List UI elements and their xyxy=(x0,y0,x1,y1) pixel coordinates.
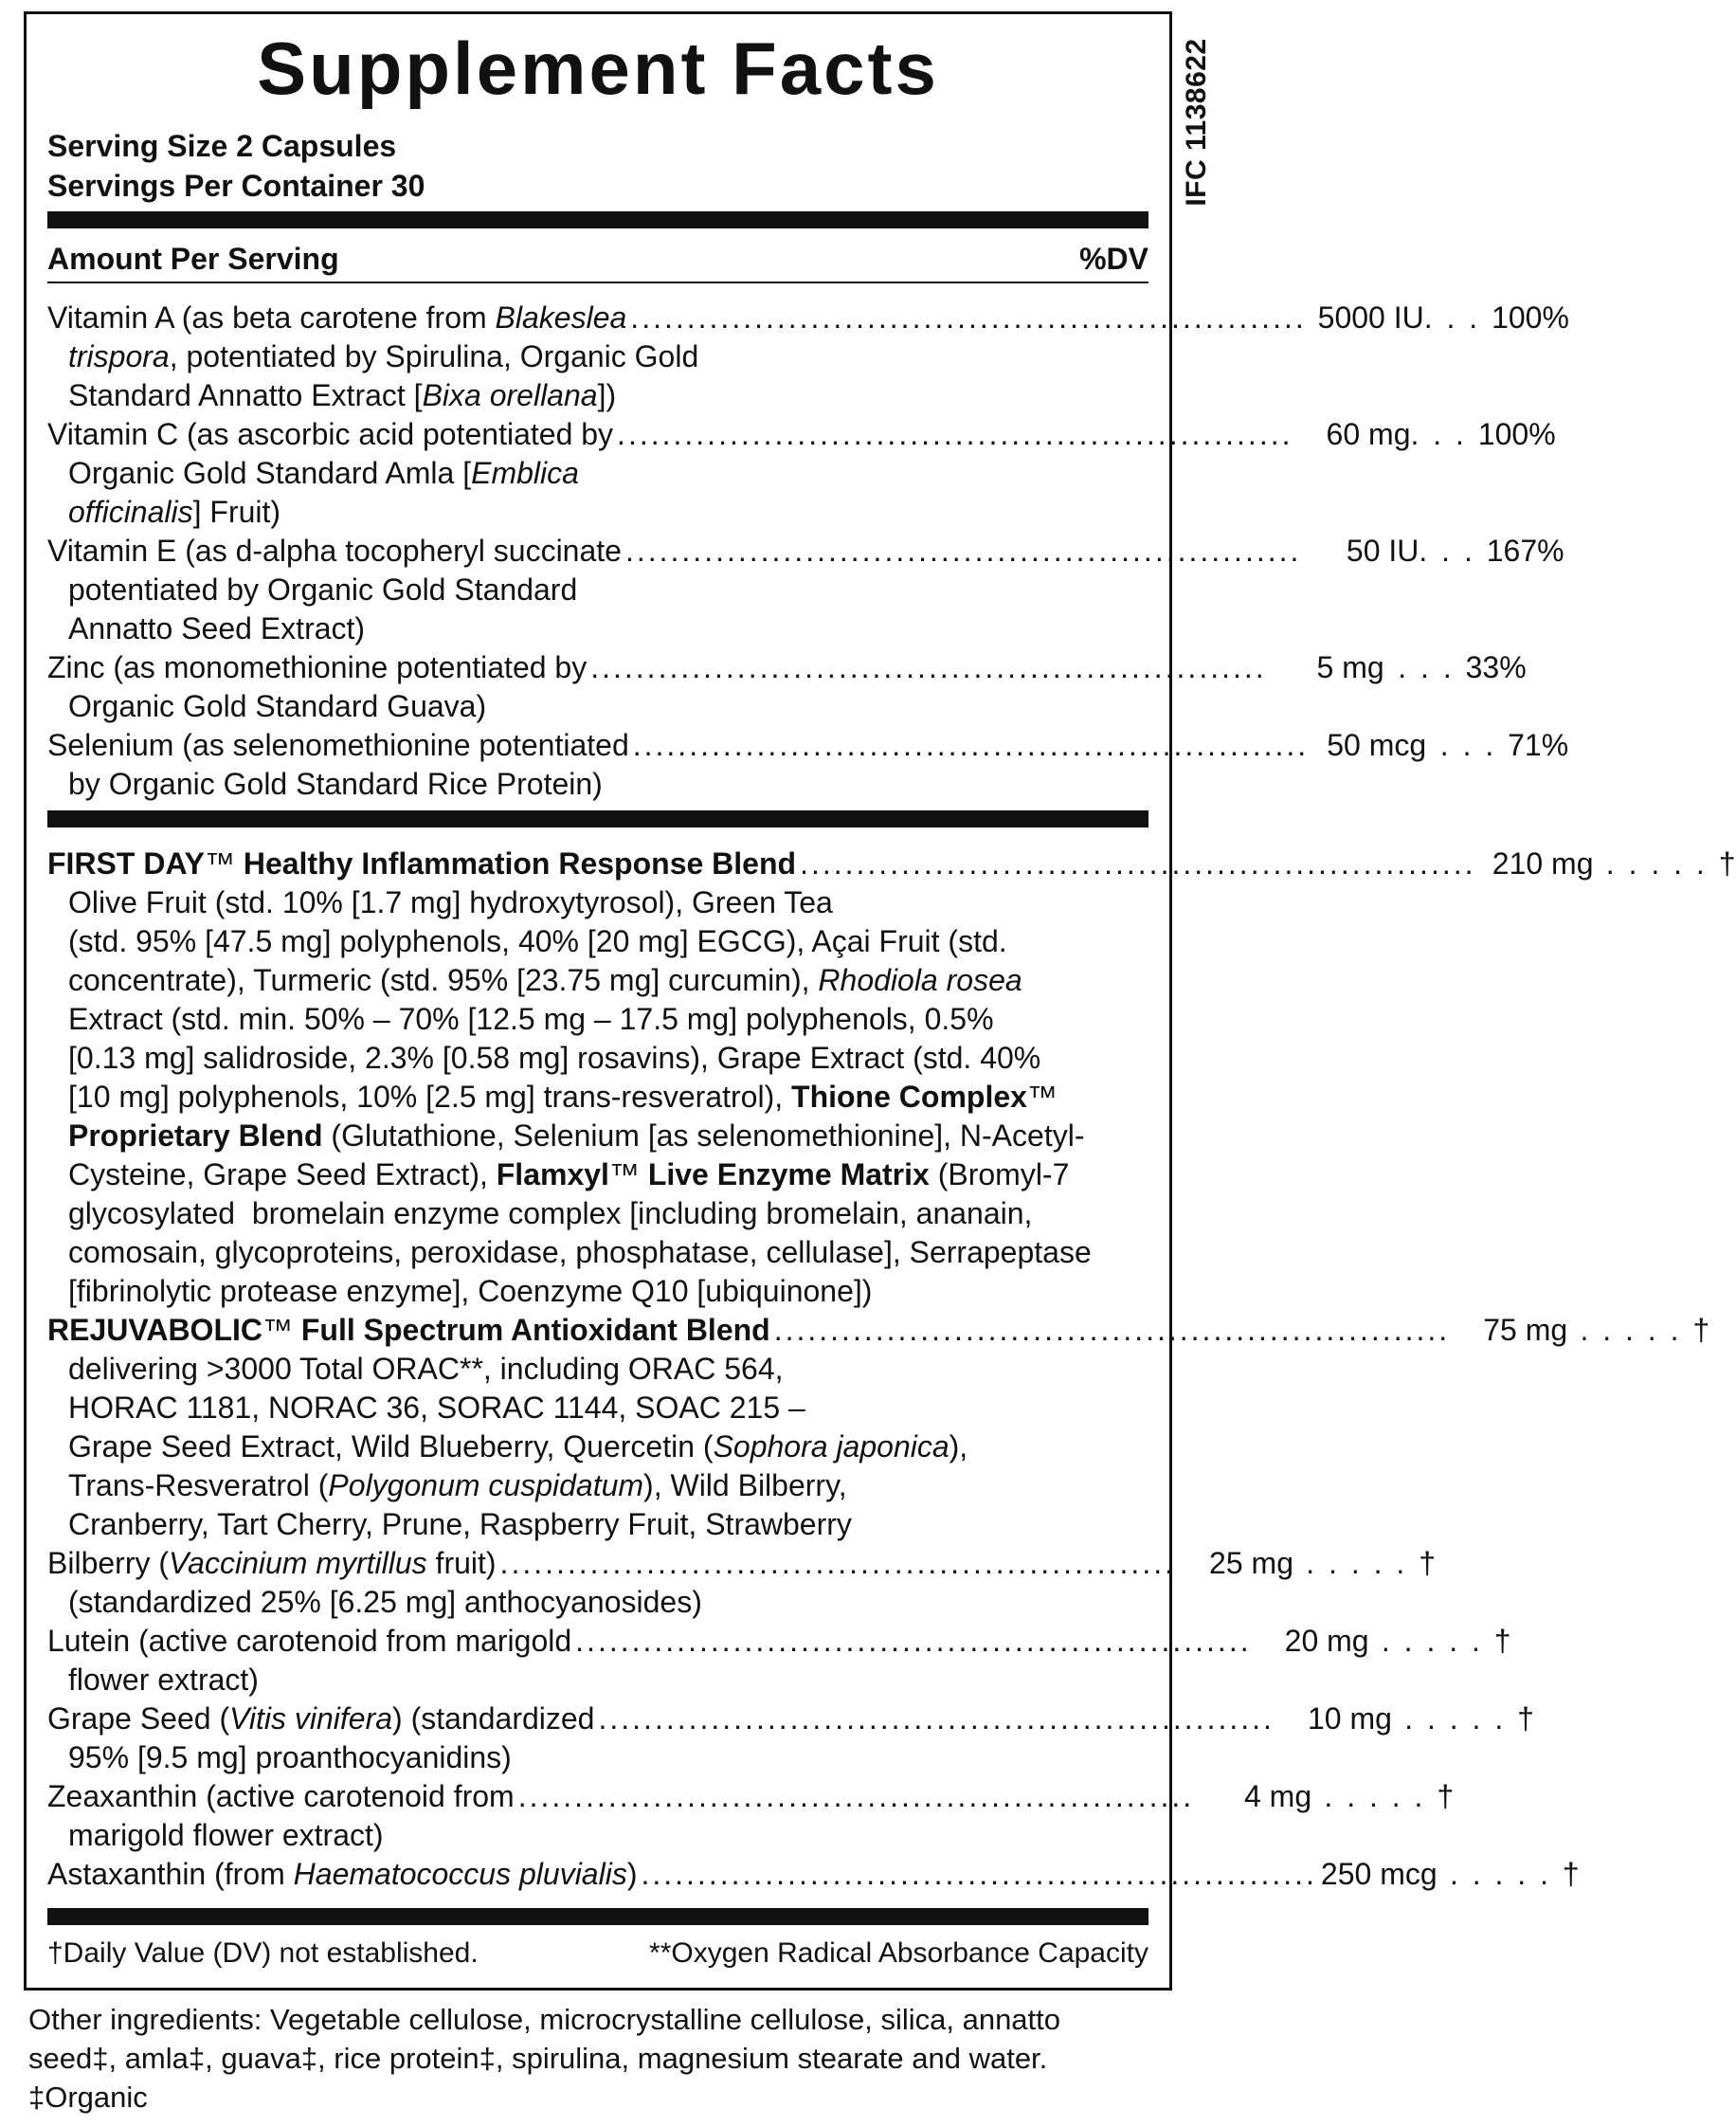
vitamin-detail-line: Organic Gold Standard Guava) xyxy=(68,689,487,723)
vitamin-amount: 60 mg xyxy=(1326,417,1411,451)
thin-divider xyxy=(47,282,1148,283)
leader-dots: ............................................................ xyxy=(624,534,1302,568)
dv-header: %DV xyxy=(1079,242,1148,276)
blend-detail-line: Olive Fruit (std. 10% [1.7 mg] hydroxytyrosol), Green Tea xyxy=(68,885,833,919)
vitamin-dv: . . . 33% xyxy=(1398,650,1527,684)
blend-name: Grape Seed (Vitis vinifera) (standardized xyxy=(47,1701,595,1736)
vitamin-dv: . . . 167% xyxy=(1419,534,1564,568)
blend-detail-line: marigold flower extract) xyxy=(68,1818,384,1852)
footnote-dv: †Daily Value (DV) not established. xyxy=(47,1937,479,1969)
blend-row xyxy=(47,1700,1534,1777)
blend-dv: . . . . . † xyxy=(1580,1313,1710,1347)
leader-dots: ............................................................ xyxy=(800,846,1476,881)
blend-name: FIRST DAY™ Healthy Inflammation Response Blend xyxy=(47,846,797,881)
blend-detail-line: concentrate), Turmeric (std. 95% [23.75 mg] curcumin), Rhodiola rosea xyxy=(68,963,1022,997)
blend-detail-line: flower extract) xyxy=(68,1663,259,1697)
blend-dv: . . . . . † xyxy=(1306,1546,1436,1580)
leader-dots: ............................................................ xyxy=(598,1701,1275,1736)
amount-per-serving-label: Amount Per Serving xyxy=(47,242,339,276)
blend-detail-line: Cranberry, Tart Cherry, Prune, Raspberry Fruit, Strawberry xyxy=(68,1507,852,1541)
blend-detail-line: HORAC 1181, NORAC 36, SORAC 1144, SOAC 215 – xyxy=(68,1391,805,1425)
blend-detail-line: (std. 95% [47.5 mg] polyphenols, 40% [20 mg] EGCG), Açai Fruit (std. xyxy=(68,924,1007,958)
blend-detail-line: Extract (std. min. 50% – 70% [12.5 mg – 17.5 mg] polyphenols, 0.5% xyxy=(68,1002,994,1036)
blend-first-line xyxy=(47,1777,1455,1816)
blend-amount: 25 mg xyxy=(1209,1546,1293,1580)
other-ingredients xyxy=(28,2000,1182,2117)
vitamin-first-line xyxy=(47,648,1527,687)
leader-dots: ............................................................ xyxy=(773,1313,1451,1347)
blend-name: REJUVABOLIC™ Full Spectrum Antioxidant Blend xyxy=(47,1313,770,1347)
vitamin-amount: 5 mg xyxy=(1316,650,1384,684)
blend-detail-line: Grape Seed Extract, Wild Blueberry, Quercetin (Sophora japonica), xyxy=(68,1429,968,1463)
thick-divider-bottom xyxy=(47,1908,1148,1925)
amount-header xyxy=(47,238,1148,280)
vitamin-name: Zinc (as monomethionine potentiated by xyxy=(47,650,588,684)
blend-dv: . . . . . † xyxy=(1404,1701,1534,1736)
blend-dv: . . . . . † xyxy=(1605,846,1736,881)
vitamin-amount: 5000 IU xyxy=(1317,300,1424,335)
blend-dv: . . . . . † xyxy=(1324,1779,1455,1813)
vitamin-name: Selenium (as selenomethionine potentiated xyxy=(47,728,629,762)
blend-detail-line: [0.13 mg] salidroside, 2.3% [0.58 mg] rosavins), Grape Extract (std. 40% xyxy=(68,1041,1041,1075)
vitamin-first-line xyxy=(47,299,1569,337)
vitamin-dv: . . . 100% xyxy=(1423,300,1569,335)
vitamin-row xyxy=(47,415,1556,532)
blend-first-line xyxy=(47,845,1736,883)
vitamin-detail-line: Annatto Seed Extract) xyxy=(68,611,366,645)
leader-dots: ............................................................ xyxy=(630,300,1307,335)
blend-dv: . . . . . † xyxy=(1449,1857,1580,1891)
leader-dots: ............................................................ xyxy=(632,728,1310,762)
blend-row xyxy=(47,1777,1455,1855)
leader-dots: ............................................................ xyxy=(499,1546,1176,1580)
blend-first-line xyxy=(47,1855,1580,1894)
blend-detail-line: Trans-Resveratrol (Polygonum cuspidatum), Wild Bilberry, xyxy=(68,1468,847,1502)
other-ingredients-line: Other ingredients: Vegetable cellulose, microcrystalline cellulose, silica, annatto xyxy=(28,2003,1061,2036)
vitamin-first-line xyxy=(47,415,1556,454)
leader-dots: ............................................................ xyxy=(641,1857,1317,1891)
thick-divider-middle xyxy=(47,810,1148,827)
blend-amount: 75 mg xyxy=(1483,1313,1568,1347)
blend-first-line xyxy=(47,1700,1534,1738)
blend-first-line xyxy=(47,1622,1511,1661)
vitamin-detail-line: Organic Gold Standard Amla [Emblica xyxy=(68,456,579,490)
leader-dots: ............................................................ xyxy=(575,1624,1252,1658)
blend-row xyxy=(47,845,1736,1311)
blend-row xyxy=(47,1544,1436,1622)
panel-title: Supplement Facts xyxy=(257,27,939,110)
blend-first-line xyxy=(47,1544,1436,1583)
blend-detail-line: delivering >3000 Total ORAC**, including ORAC 564, xyxy=(68,1352,784,1386)
blend-row xyxy=(47,1855,1580,1894)
vitamin-detail-line: officinalis] Fruit) xyxy=(68,495,281,529)
blend-row xyxy=(47,1622,1511,1700)
vitamin-dv: . . . 71% xyxy=(1439,728,1569,762)
blend-name: Lutein (active carotenoid from marigold xyxy=(47,1624,572,1658)
blend-name: Bilberry (Vaccinium myrtillus fruit) xyxy=(47,1546,497,1580)
blend-detail-line: 95% [9.5 mg] proanthocyanidins) xyxy=(68,1740,512,1774)
vitamin-row xyxy=(47,648,1527,726)
leader-dots: ............................................................ xyxy=(617,417,1293,451)
other-ingredients-line: ‡Organic xyxy=(28,2081,148,2114)
vitamin-first-line xyxy=(47,532,1564,571)
servings-per-container: Servings Per Container 30 xyxy=(47,169,425,203)
serving-size: Serving Size 2 Capsules xyxy=(47,129,397,163)
blend-dv: . . . . . † xyxy=(1381,1624,1511,1658)
serving-info xyxy=(47,126,425,206)
blend-amount: 210 mg xyxy=(1492,846,1594,881)
blend-detail-line: [10 mg] polyphenols, 10% [2.5 mg] trans-resveratrol), Thione Complex™ xyxy=(68,1080,1058,1114)
vitamin-row xyxy=(47,299,1569,415)
other-ingredients-line: seed‡, amla‡, guava‡, rice protein‡, spirulina, magnesium stearate and water. xyxy=(28,2042,1048,2075)
lot-code: IFC 1138622 xyxy=(1181,38,1212,207)
blend-name: Zeaxanthin (active carotenoid from xyxy=(47,1779,515,1813)
blend-detail-line: comosain, glycoproteins, peroxidase, phosphatase, cellulase], Serrapeptase xyxy=(68,1235,1092,1269)
vitamin-detail-line: trispora, potentiated by Spirulina, Organic Gold xyxy=(68,339,699,373)
vitamin-detail-line: by Organic Gold Standard Rice Protein) xyxy=(68,767,603,801)
leader-dots: ............................................................ xyxy=(517,1779,1195,1813)
vitamin-detail-line: Standard Annatto Extract [Bixa orellana]) xyxy=(68,378,617,412)
blend-detail-line: Cysteine, Grape Seed Extract), Flamxyl™ Live Enzyme Matrix (Bromyl-7 xyxy=(68,1157,1070,1191)
blend-name: Astaxanthin (from Haematococcus pluvialis) xyxy=(47,1857,638,1891)
blend-row xyxy=(47,1311,1710,1544)
blend-amount: 10 mg xyxy=(1307,1701,1392,1736)
footnote-orac: **Oxygen Radical Absorbance Capacity xyxy=(649,1937,1148,1969)
vitamin-first-line xyxy=(47,726,1569,765)
vitamin-name: Vitamin C (as ascorbic acid potentiated by xyxy=(47,417,614,451)
vitamin-row xyxy=(47,726,1569,804)
blend-detail-line: [fibrinolytic protease enzyme], Coenzyme Q10 [ubiquinone]) xyxy=(68,1274,873,1308)
vitamin-amount: 50 mcg xyxy=(1327,728,1427,762)
blend-rows xyxy=(47,845,1736,1894)
vitamin-name: Vitamin A (as beta carotene from Blakeslea xyxy=(47,300,627,335)
vitamin-amount: 50 IU xyxy=(1346,534,1420,568)
blend-detail-line: (standardized 25% [6.25 mg] anthocyanosides) xyxy=(68,1585,702,1619)
blend-detail-line: glycosylated bromelain enzyme complex [including bromelain, ananain, xyxy=(68,1196,1033,1230)
blend-first-line xyxy=(47,1311,1710,1350)
vitamin-dv: . . . 100% xyxy=(1410,417,1556,451)
vitamin-rows xyxy=(47,299,1569,804)
blend-amount: 20 mg xyxy=(1284,1624,1369,1658)
vitamin-row xyxy=(47,532,1564,648)
leader-dots: ............................................................ xyxy=(590,650,1267,684)
thick-divider-top xyxy=(47,211,1148,228)
blend-amount: 250 mcg xyxy=(1320,1857,1438,1891)
vitamin-name: Vitamin E (as d-alpha tocopheryl succinate xyxy=(47,534,622,568)
blend-detail-line: Proprietary Blend (Glutathione, Selenium [as selenomethionine], N-Acetyl- xyxy=(68,1118,1085,1153)
blend-amount: 4 mg xyxy=(1243,1779,1312,1813)
footnotes xyxy=(47,1935,1148,1972)
vitamin-detail-line: potentiated by Organic Gold Standard xyxy=(68,573,578,607)
